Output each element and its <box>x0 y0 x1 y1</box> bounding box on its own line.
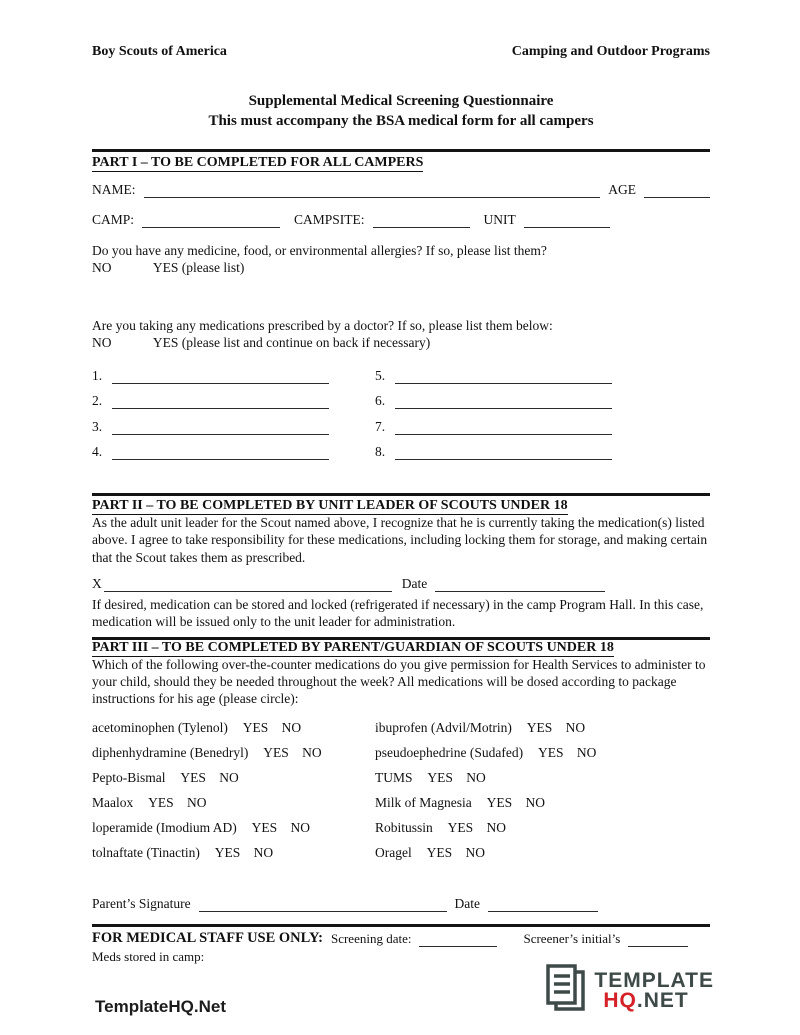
med-row-pepto-bismal <box>92 770 375 795</box>
medication-line-6 <box>375 391 612 417</box>
med-row-milk-of-magnesia <box>375 795 710 820</box>
date-label: Date <box>454 895 480 911</box>
medication-blank-line[interactable] <box>112 369 329 384</box>
medication-blank-line[interactable] <box>395 394 612 409</box>
med-name: acetominophen (Tylenol) <box>92 719 228 735</box>
medical-staff-row <box>92 930 710 947</box>
logo-hq-text: HQ <box>603 988 637 1012</box>
no-option[interactable]: NO <box>486 819 507 835</box>
staff-heading: FOR MEDICAL STAFF USE ONLY: <box>92 929 323 946</box>
section-divider <box>92 149 710 152</box>
campsite-blank-line[interactable] <box>373 213 470 228</box>
medication-question-text: Are you taking any medications prescribed by a doctor? If so, please list them below: <box>92 317 553 333</box>
medication-question-block <box>92 317 710 352</box>
part2-paragraph: As the adult unit leader for the Scout named above, I recognize that he is currently taking the medication(s) listed above. I agree to take responsibility for these medications, including locking them for storage, and making certain that the Scout takes them as prescribed. <box>92 515 708 565</box>
line-number: 2. <box>92 393 103 409</box>
medication-line-7 <box>375 416 612 442</box>
line-number: 1. <box>92 367 103 383</box>
med-row-diphenhydramine <box>92 745 375 770</box>
medication-list-grid <box>92 365 710 467</box>
document-title <box>92 92 710 131</box>
line-number: 8. <box>375 444 386 460</box>
screening-date-line[interactable] <box>419 932 497 947</box>
storage-note: If desired, medication can be stored and locked (refrigerated if necessary) in the camp Program Hall. In this case, medication will be issued only to the unit leader for administration. <box>92 597 704 630</box>
name-label: NAME: <box>92 182 136 197</box>
medication-blank-line[interactable] <box>112 420 329 435</box>
med-name: Pepto-Bismal <box>92 769 166 785</box>
no-option[interactable]: NO <box>525 794 546 810</box>
med-row-acetominophen <box>92 720 375 745</box>
med-row-loperamide <box>92 820 375 845</box>
medication-blank-line[interactable] <box>395 369 612 384</box>
no-option[interactable]: NO <box>302 744 322 760</box>
medication-option-yes[interactable]: YES (please list and continue on back if necessary) <box>152 334 431 350</box>
med-row-ibuprofen <box>375 720 710 745</box>
medication-line-1 <box>92 365 329 391</box>
part1-heading: PART I – TO BE COMPLETED FOR ALL CAMPERS <box>92 155 424 170</box>
medication-line-2 <box>92 391 329 417</box>
screener-initials-label: Screener’s initial’s <box>523 930 621 946</box>
otc-medication-grid <box>92 720 710 870</box>
title-line-1: Supplemental Medical Screening Questionnaire <box>248 93 554 109</box>
camp-label: CAMP: <box>92 212 135 227</box>
camp-blank-line[interactable] <box>142 213 280 228</box>
yes-option[interactable]: YES <box>251 819 278 835</box>
templatehq-logo <box>544 962 714 1019</box>
title-line-2: This must accompany the BSA medical form for all campers <box>208 112 594 129</box>
medication-option-no[interactable]: NO <box>92 334 112 350</box>
no-option[interactable]: NO <box>219 769 239 785</box>
logo-template-text: TEMPLATE <box>594 968 714 992</box>
medication-blank-line[interactable] <box>112 445 329 460</box>
med-name: diphenhydramine (Benedryl) <box>92 744 249 760</box>
footer-site-name: TemplateHQ.Net <box>95 997 226 1016</box>
date-blank-line[interactable] <box>488 897 598 912</box>
name-age-row <box>92 182 710 198</box>
no-option[interactable]: NO <box>281 719 302 735</box>
med-row-maalox <box>92 795 375 820</box>
med-name: Milk of Magnesia <box>375 794 472 810</box>
yes-option[interactable]: YES <box>537 744 564 760</box>
section-divider <box>92 924 710 927</box>
part2-heading: PART II – TO BE COMPLETED BY UNIT LEADER OF SCOUTS UNDER 18 <box>92 498 568 514</box>
line-number: 4. <box>92 444 103 460</box>
medication-line-3 <box>92 416 329 442</box>
line-number: 6. <box>375 393 386 409</box>
yes-option[interactable]: YES <box>214 844 241 860</box>
yes-option[interactable]: YES <box>263 744 289 760</box>
medication-blank-line[interactable] <box>395 420 612 435</box>
meds-stored-label: Meds stored in camp: <box>92 948 205 964</box>
med-name: ibuprofen (Advil/Motrin) <box>375 719 512 735</box>
med-name: Maalox <box>92 794 134 810</box>
parent-signature-line[interactable] <box>199 897 447 912</box>
part3-paragraph: Which of the following over-the-counter medications do you give permission for Health Services to administer to your child, should they be needed throughout the week? All medications will be dosed according to package instructions for his age (please circle): <box>92 656 706 707</box>
no-option[interactable]: NO <box>465 844 485 860</box>
no-option[interactable]: NO <box>565 719 586 735</box>
line-number: 5. <box>375 367 386 383</box>
date-blank-line[interactable] <box>435 577 605 592</box>
header-left-text: Boy Scouts of America <box>92 44 227 59</box>
med-name: Robitussin <box>375 819 433 835</box>
medication-line-8 <box>375 442 612 468</box>
medication-line-4 <box>92 442 329 468</box>
logo-net-text: .NET <box>636 988 689 1012</box>
yes-option[interactable]: YES <box>426 844 453 860</box>
yes-option[interactable]: YES <box>447 819 474 835</box>
line-number: 3. <box>92 418 103 434</box>
allergy-option-yes[interactable]: YES (please list) <box>152 260 245 276</box>
med-row-tums <box>375 770 710 795</box>
med-row-robitussin <box>375 820 710 845</box>
med-name: loperamide (Imodium AD) <box>92 819 237 835</box>
unit-blank-line[interactable] <box>524 213 610 228</box>
medication-blank-line[interactable] <box>112 394 329 409</box>
part3-heading: PART III – TO BE COMPLETED BY PARENT/GUARDIAN OF SCOUTS UNDER 18 <box>92 639 614 655</box>
signature-x-label: X <box>92 576 102 592</box>
med-row-oragel <box>375 845 710 870</box>
med-name: TUMS <box>375 769 413 785</box>
name-blank-line[interactable] <box>144 183 601 198</box>
allergy-option-no[interactable]: NO <box>92 260 112 276</box>
med-name: tolnaftate (Tinactin) <box>92 844 200 860</box>
med-name: Oragel <box>375 844 412 860</box>
document-header <box>92 44 710 60</box>
screener-initials-line[interactable] <box>628 932 688 947</box>
line-number: 7. <box>375 418 386 434</box>
medication-blank-line[interactable] <box>395 445 612 460</box>
yes-option[interactable]: YES <box>427 769 453 785</box>
yes-option[interactable]: YES <box>242 719 269 735</box>
yes-option[interactable]: YES <box>180 769 206 785</box>
allergy-question-text: Do you have any medicine, food, or environmental allergies? If so, please list them? <box>92 243 547 258</box>
yes-option[interactable]: YES <box>486 794 513 810</box>
section-divider <box>92 493 710 496</box>
yes-option[interactable]: YES <box>526 719 553 735</box>
no-option[interactable]: NO <box>187 794 207 810</box>
date-label: Date <box>401 576 428 592</box>
unit-leader-signature-line[interactable] <box>104 577 392 592</box>
unit-leader-signature-row <box>92 576 710 592</box>
camp-campsite-unit-row <box>92 212 710 228</box>
header-right-text: Camping and Outdoor Programs <box>511 44 710 59</box>
campsite-label: CAMPSITE: <box>294 212 365 227</box>
unit-label: UNIT <box>483 212 516 227</box>
no-option[interactable]: NO <box>576 744 597 760</box>
med-row-tolnaftate <box>92 845 375 870</box>
age-label: AGE <box>608 182 636 197</box>
age-blank-line[interactable] <box>644 183 710 198</box>
screening-date-label: Screening date: <box>330 930 412 946</box>
yes-option[interactable]: YES <box>148 794 174 810</box>
logo-wordmark <box>594 968 714 1012</box>
med-name: pseudoephedrine (Sudafed) <box>375 744 524 760</box>
parent-signature-label: Parent’s Signature <box>92 895 191 911</box>
document-pages-icon <box>544 962 588 1019</box>
no-option[interactable]: NO <box>466 769 486 785</box>
no-option[interactable]: NO <box>253 844 274 860</box>
allergy-question-block <box>92 242 710 277</box>
no-option[interactable]: NO <box>290 819 310 835</box>
parent-signature-row <box>92 896 598 912</box>
medication-line-5 <box>375 365 612 391</box>
med-row-pseudoephedrine <box>375 745 710 770</box>
